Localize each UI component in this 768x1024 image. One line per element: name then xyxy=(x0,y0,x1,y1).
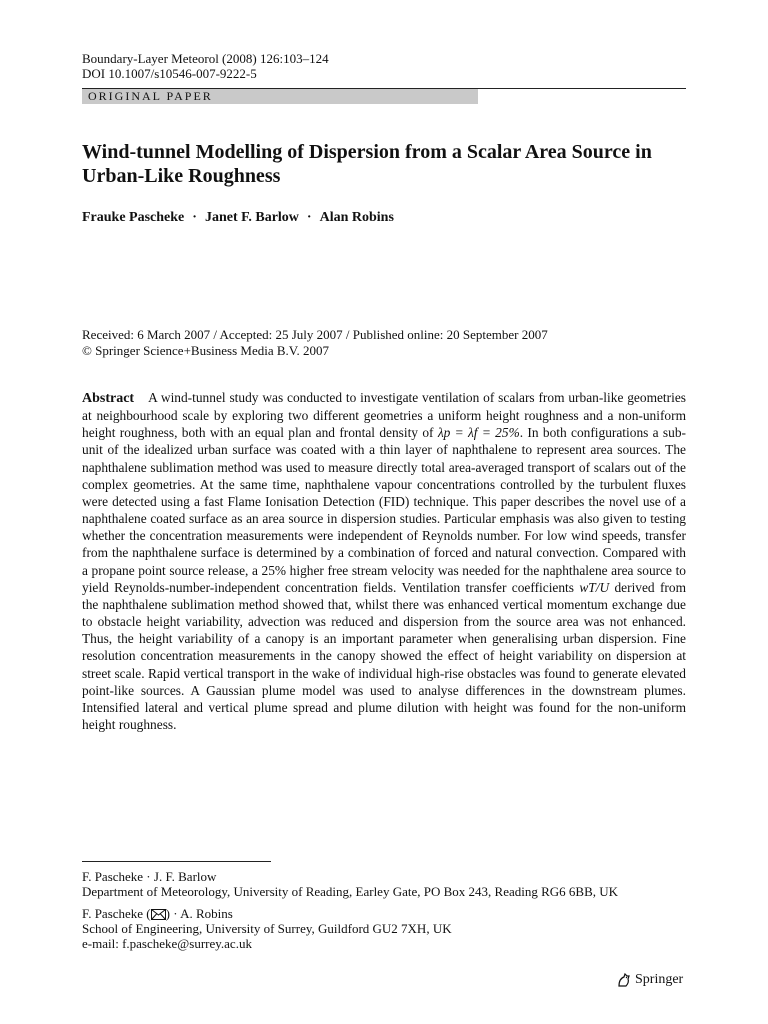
publisher-logo xyxy=(616,972,683,988)
abstract-text: . In both configurations a sub-unit of the idealized urban surface was coated with a thin layer of naphthalene to represent area sources. The naphthalene sublimation method was used to measure directly total area-averaged transport of scalars out of the complex geometries. At the same time, naphthalene vapour concentrations controlled by the turbulent fluxes were detected using a fast Flame Ionisation Detection (FID) technique. This paper describes the novel use of a naphthalene coated surface as an area source in dispersion studies. Particular emphasis was also given to testing whether the concentration measurements were independent of Reynolds number. For low wind speeds, transfer from the naphthalene surface is determined by a combination of forced and natural convection. Compared with a propane point source release, a 25% higher free stream velocity was needed for the naphthalene area source to yield Reynolds-number-independent concentration fields. Ventilation transfer coefficients xyxy=(82,425,686,595)
springer-horse-icon xyxy=(616,972,632,988)
author-name: Frauke Pascheke xyxy=(82,210,185,225)
abstract-math: wT/U xyxy=(579,579,610,595)
abstract-text: derived from the naphthalene sublimation method showed that, whilst there was enhanced vertical momentum exchange due to obstacle height variability, advection was reduced and dispersion from the source area was not enhanced. Thus, the height variability of a canopy is an important parameter when generalising urban dispersion. Fine resolution concentration measurements in the canopy showed the effect of height variability on dispersion at street scale. Rapid vertical transport in the wake of individual high-rise obstacles was found to generate elevated point-like sources. A Gaussian plume model was used to analyse differences in the downstream plumes. Intensified lateral and vertical plume spread and plume dilution with height was found for the non-uniform height roughness. xyxy=(82,579,686,732)
affiliation-2-name-b: ) · A. Robins xyxy=(165,906,233,921)
author-list xyxy=(82,210,394,226)
copyright-line: © Springer Science+Business Media B.V. 2007 xyxy=(82,343,329,358)
abstract-text: A wind-tunnel study was conducted to investigate ventilation of scalars from urban-like geometries at neighbourhood scale by exploring two different geometries a uniform height roughness and a non-uniform height roughness, both with an equal plan and frontal density of xyxy=(82,390,686,441)
dates-line: Received: 6 March 2007 / Accepted: 25 July 2007 / Published online: 20 September 2007 xyxy=(82,327,548,342)
author-separator: · xyxy=(306,210,312,225)
affiliation-2-department: School of Engineering, University of Surrey, Guildford GU2 7XH, UK xyxy=(82,921,452,936)
publisher-name: Springer xyxy=(635,972,684,987)
abstract-math: λp = λf = 25% xyxy=(437,425,520,441)
affiliation-2-names xyxy=(82,906,233,922)
affiliation-2-name-a: F. Pascheke ( xyxy=(82,906,151,921)
section-banner: ORIGINAL PAPER xyxy=(82,89,478,104)
author-name: Alan Robins xyxy=(319,210,394,225)
affiliation-1-names: F. Pascheke · J. F. Barlow xyxy=(82,869,217,884)
abstract-label: Abstract xyxy=(82,391,135,406)
contact-email: e-mail: f.pascheke@surrey.ac.uk xyxy=(82,936,252,951)
doi: DOI 10.1007/s10546-007-9222-5 xyxy=(82,66,257,81)
publication-history xyxy=(82,327,548,359)
author-name: Janet F. Barlow xyxy=(204,210,299,225)
author-separator: · xyxy=(192,210,197,225)
affiliation-1-department: Department of Meteorology, University of Reading, Earley Gate, PO Box 243, Reading RG6 6BB, UK xyxy=(82,884,619,899)
footnote-rule xyxy=(82,861,271,862)
envelope-icon xyxy=(151,909,166,920)
paper-title: Wind-tunnel Modelling of Dispersion from a Scalar Area Source in Urban-Like Roughness xyxy=(82,141,652,187)
journal-citation: Boundary-Layer Meteorol (2008) 126:103–124 xyxy=(82,51,329,66)
abstract xyxy=(82,389,686,733)
